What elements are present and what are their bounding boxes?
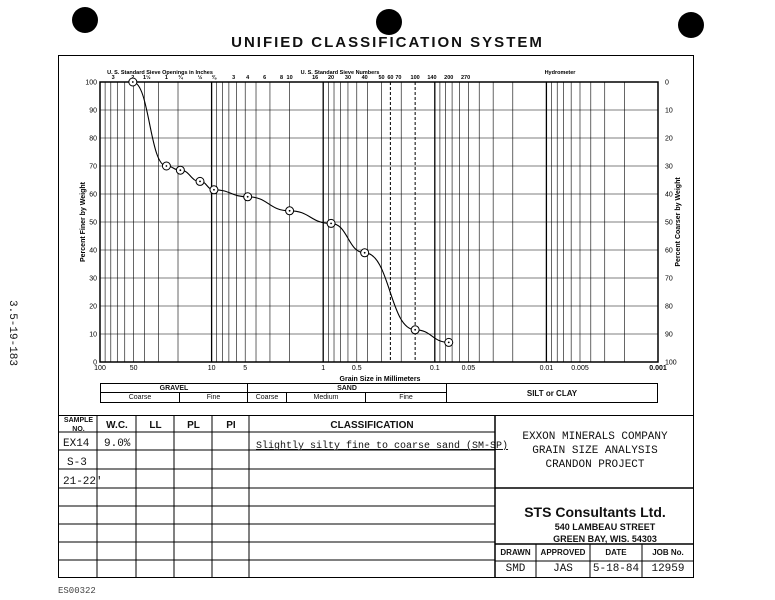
y-tick-label: 50 <box>89 219 97 227</box>
project-client: EXXON MINERALS COMPANY <box>522 431 668 443</box>
top-label-inches: U. S. Standard Sieve Openings in Inches <box>107 70 213 76</box>
x-axis-label: Grain Size in Millimeters <box>339 376 421 383</box>
x-tick-label: 0.01 <box>539 365 554 372</box>
top-tick-number: 270 <box>460 75 471 81</box>
y2-tick-label: 50 <box>665 219 673 227</box>
x-tick-label: 10 <box>207 365 216 372</box>
x-tick-label: 0.05 <box>461 365 476 372</box>
gravel-fine-label: Fine <box>179 392 248 403</box>
drawn-value: SMD <box>505 563 526 575</box>
top-tick-number: 70 <box>395 75 402 81</box>
top-tick-number: 40 <box>361 75 368 81</box>
y2-tick-label: 0 <box>665 79 669 87</box>
header-pl: PL <box>187 420 200 431</box>
y-tick-label: 70 <box>89 163 97 171</box>
top-tick-number: 60 <box>387 75 394 81</box>
chart-marks <box>85 74 676 372</box>
y-tick-label: 20 <box>89 303 97 311</box>
x-tick-label: 100 <box>94 365 106 372</box>
header-wc: W.C. <box>106 420 128 431</box>
data-point-center <box>289 210 291 212</box>
y2-tick-label: 30 <box>665 163 673 171</box>
page-title: UNIFIED CLASSIFICATION SYSTEM <box>231 34 544 51</box>
project-block <box>497 430 693 472</box>
x-tick-label: 0.1 <box>429 365 440 372</box>
sand-fine-label: Fine <box>365 392 447 403</box>
top-tick-number: 50 <box>378 75 385 81</box>
y2-tick-label: 60 <box>665 247 673 255</box>
sand-medium-label: Medium <box>286 392 366 403</box>
footer-reference: ES00322 <box>58 586 96 596</box>
chart-grid <box>100 82 658 362</box>
y-axis-label: Percent Finer by Weight <box>80 182 87 262</box>
row-1-classification: Slightly silty fine to coarse sand (SM-SP) <box>256 441 509 452</box>
header-ll: LL <box>149 420 162 431</box>
top-tick-number: 10 <box>286 75 293 81</box>
row-1-sample: EX14 <box>63 438 90 450</box>
top-tick-inches: 3 <box>232 75 236 81</box>
data-point-center <box>247 196 249 198</box>
top-tick-number: 8 <box>280 75 284 81</box>
y-tick-label: 30 <box>89 275 97 283</box>
header-sample: SAMPLE NO. <box>63 417 94 433</box>
data-point-center <box>166 165 168 167</box>
job-value: 12959 <box>651 563 685 575</box>
consultant-street: 540 LAMBEAU STREET <box>554 522 656 532</box>
y-tick-label: 10 <box>89 331 97 339</box>
y2-axis-label: Percent Coarser by Weight <box>675 177 682 267</box>
top-tick-number: 100 <box>410 75 420 81</box>
side-reference-number: 3.5-19-183 <box>6 300 18 367</box>
y2-tick-label: 90 <box>665 331 673 339</box>
approved-value: JAS <box>553 563 573 575</box>
x-tick-label: 50 <box>129 365 138 372</box>
top-tick-number: 20 <box>328 75 335 81</box>
y-tick-label: 90 <box>89 107 97 115</box>
y2-tick-label: 40 <box>665 191 673 199</box>
top-tick-inches: ⅜ <box>211 75 217 81</box>
top-tick-number: 16 <box>312 75 319 81</box>
table-top-rule <box>58 415 694 416</box>
job-label: JOB No. <box>652 548 684 557</box>
header-pi: PI <box>226 420 236 431</box>
row-1-wc: 9.0% <box>104 438 131 450</box>
silt-clay-label: SILT or CLAY <box>446 383 658 403</box>
top-label-numbers: U. S. Standard Sieve Numbers <box>300 70 380 76</box>
approved-label: APPROVED <box>540 548 586 557</box>
y-tick-label: 100 <box>85 79 97 87</box>
header-classification: CLASSIFICATION <box>330 420 414 431</box>
gravel-coarse-label: Coarse <box>100 392 180 403</box>
data-point-center <box>364 252 366 254</box>
data-point-center <box>330 223 332 225</box>
y-tick-label: 80 <box>89 135 97 143</box>
top-tick-number: 200 <box>444 75 454 81</box>
x-tick-label: 0.001 <box>649 365 667 372</box>
data-point-center <box>414 329 416 331</box>
y-tick-label: 60 <box>89 191 97 199</box>
top-label-hydrometer: Hydrometer <box>544 70 576 76</box>
data-point-center <box>448 342 450 344</box>
project-title: GRAIN SIZE ANALYSIS <box>532 445 658 457</box>
top-tick-number: 6 <box>263 75 267 81</box>
y2-tick-label: 80 <box>665 303 673 311</box>
x-tick-label: 1 <box>321 365 326 372</box>
row-2-sample: S-3 <box>67 457 87 469</box>
top-tick-inches: 4 <box>246 75 250 81</box>
top-tick-inches: ¾ <box>178 75 183 81</box>
data-point-center <box>132 81 134 83</box>
y-tick-label: 40 <box>89 247 97 255</box>
top-tick-inches: 3 <box>111 75 115 81</box>
top-tick-inches: ½ <box>197 75 203 81</box>
y2-tick-label: 100 <box>665 359 677 367</box>
gravel-label: GRAVEL <box>100 383 248 393</box>
project-name: CRANDON PROJECT <box>545 459 645 471</box>
drawn-label: DRAWN <box>500 548 531 557</box>
data-point-center <box>213 189 215 191</box>
date-value: 5-18-84 <box>592 563 640 575</box>
top-tick-number: 140 <box>427 75 437 81</box>
data-point-center <box>179 169 181 171</box>
y2-tick-label: 70 <box>665 275 673 283</box>
y-tick-label: 0 <box>93 359 97 367</box>
sand-coarse-label: Coarse <box>247 392 287 403</box>
data-point-center <box>199 181 201 183</box>
x-tick-label: 5 <box>243 365 248 372</box>
y2-tick-label: 10 <box>665 107 673 115</box>
x-tick-label: 0.005 <box>571 365 589 372</box>
y2-tick-label: 20 <box>665 135 673 143</box>
row-3-sample: 21-22' <box>63 476 103 488</box>
top-tick-inches: 1 <box>164 75 168 81</box>
date-label: DATE <box>605 548 627 557</box>
consultant-city: GREEN BAY, WIS. 54303 <box>553 534 657 544</box>
consultant-name: STS Consultants Ltd. <box>524 504 666 520</box>
sand-label: SAND <box>247 383 447 393</box>
x-tick-label: 0.5 <box>351 365 362 372</box>
top-tick-number: 30 <box>344 75 352 81</box>
top-tick-inches: 1½ <box>142 75 151 81</box>
